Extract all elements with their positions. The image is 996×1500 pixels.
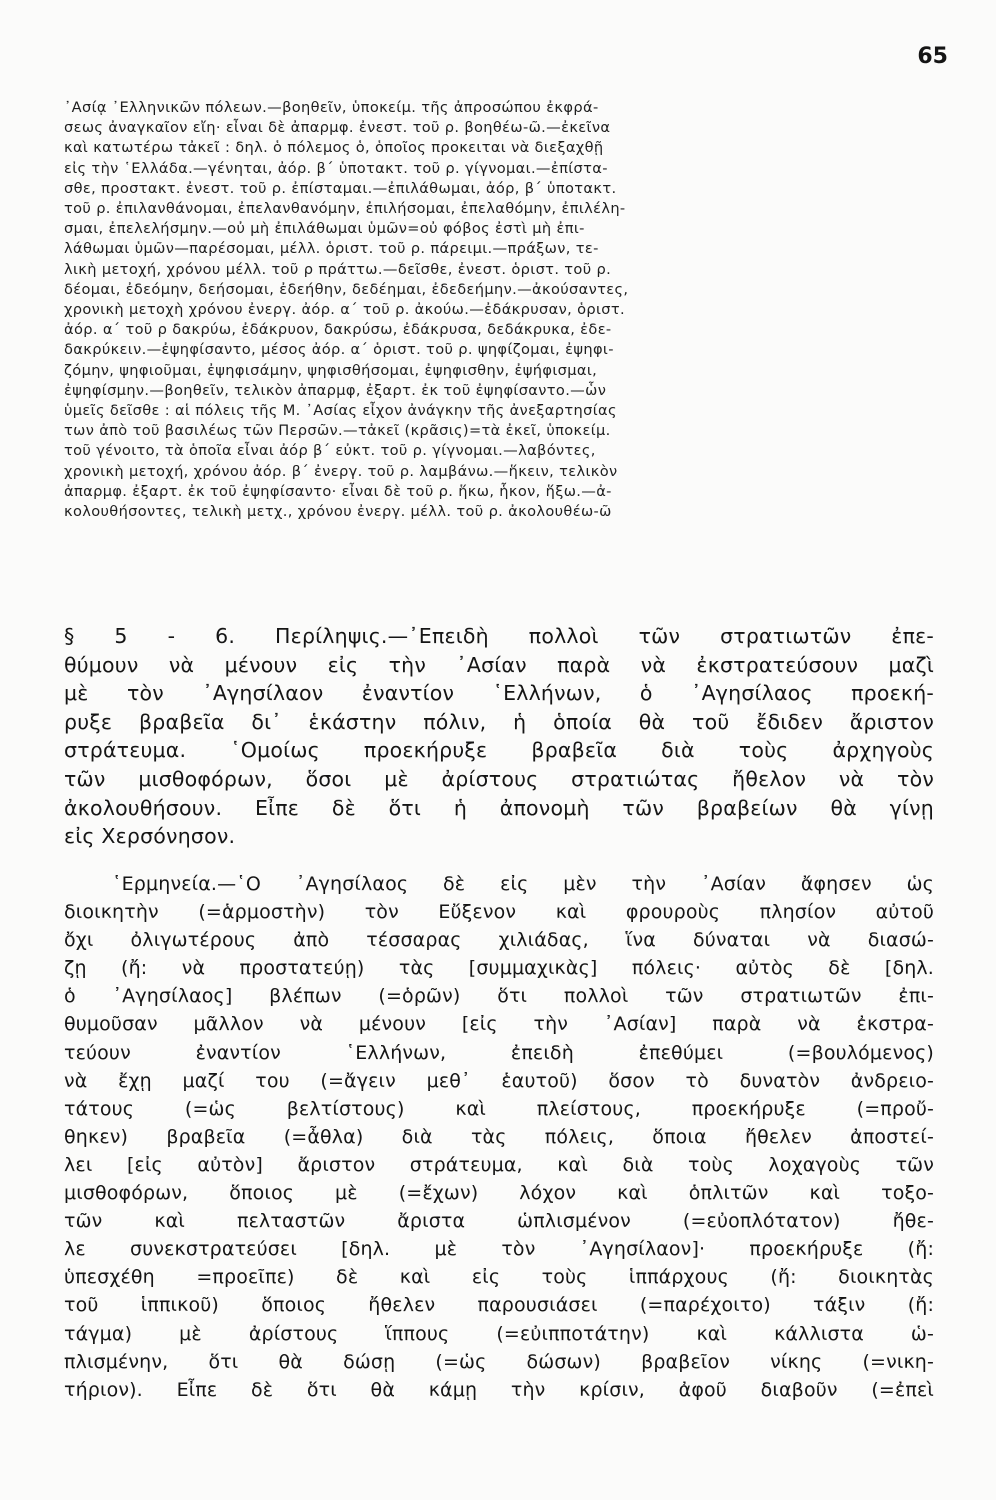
notes-line: ἀπαρμφ. ἐξαρτ. ἐκ τοῦ ἐψηφίσαντο· εἶναι δὲ τοῦ ρ. ἥκω, ἧκον, ἥξω.—ἀ- (64, 482, 612, 500)
summary-line: τῶν μισθοφόρων, ὅσοι μὲ ἀρίστους στρατιώτας ἤθελον νὰ τὸν (64, 766, 934, 791)
interpretation-line: λε συνεκστρατεύσει [δηλ. μὲ τὸν ᾽Αγησίλαον]· προεκήρυξε (ἤ: (64, 1238, 934, 1261)
summary-line: μὲ τὸν ᾽Αγησίλαον ἐναντίον ῾Ελλήνων, ὁ ᾽Αγησίλαος προεκή- (64, 681, 934, 706)
interpretation-line: τάγμα) μὲ ἀρίστους ἵππους (=εὐιπποτάτην) καὶ κάλλιστα ὡ- (64, 1322, 934, 1345)
interpretation-line: τάτους (=ὡς βελτίστους) καὶ πλείστους, προεκήρυξε (=προὔ- (64, 1097, 934, 1120)
interpretation-line: τήριον). Εἶπε δὲ ὅτι θὰ κάμῃ τὴν κρίσιν, ἀφοῦ διαβοῦν (=ἐπεὶ (64, 1378, 934, 1401)
summary-line: ρυξε βραβεῖα δι᾽ ἑκάστην πόλιν, ἡ ὁποία θὰ τοῦ ἔδιδεν ἄριστον (64, 709, 934, 734)
notes-line: καὶ κατωτέρω τἀκεῖ : δηλ. ὁ πόλεμος ὁ, ὁποῖος προκειται νὰ διεξαχθῇ (64, 139, 604, 157)
summary-section (64, 622, 934, 851)
summary-line: εἰς Χερσόνησον. (64, 824, 236, 849)
interpretation-line: θυμοῦσαν μᾶλλον νὰ μένουν [εἰς τὴν ᾽Ασίαν] παρὰ νὰ ἐκστρα- (64, 1013, 934, 1036)
interpretation-line: μισθοφόρων, ὅποιος μὲ (=ἔχων) λόχον καὶ ὁπλιτῶν καὶ τοξο- (64, 1182, 934, 1205)
notes-line: λάθωμαι ὑμῶν—παρέσομαι, μέλλ. ὁριστ. τοῦ ρ. πάρειμι.—πράξων, τε- (64, 240, 599, 258)
interpretation-line: ζῃ (ἤ: νὰ προστατεύῃ) τὰς [συμμαχικὰς] πόλεις· αὐτὸς δὲ [δηλ. (64, 957, 934, 980)
notes-line: δέομαι, ἐδεόμην, δεήσομαι, ἐδεήθην, δεδέημαι, ἐδεδεήμην.—ἀκούσαντες, (64, 280, 629, 298)
interpretation-line: λει [εἰς αὐτὸν] ἄριστον στράτευμα, καὶ διὰ τοὺς λοχαγοὺς τῶν (64, 1153, 934, 1176)
notes-line: σμαι, ἐπελελήσμην.—οὐ μὴ ἐπιλάθωμαι ὑμῶν=οὐ φόβος ἐστὶ μὴ ἐπι- (64, 220, 585, 238)
notes-line: ᾽Ασίᾳ ᾽Ελληνικῶν πόλεων.—βοηθεῖν, ὑποκείμ. τῆς ἀπροσώπου ἐκφρά- (64, 99, 599, 116)
notes-line: χρονικὴ μετοχὴ χρόνου ἐνεργ. ἀόρ. α΄ τοῦ ρ. ἀκούω.—ἐδάκρυσαν, ὁριστ. (64, 301, 625, 319)
notes-line: χρονικὴ μετοχή, χρόνου ἀόρ. β΄ ἐνεργ. τοῦ ρ. λαμβάνω.—ἥκειν, τελικὸν (64, 462, 618, 480)
interpretation-line: ὁ ᾽Αγησίλαος] βλέπων (=ὁρῶν) ὅτι πολλοὶ τῶν στρατιωτῶν ἐπι- (64, 985, 934, 1008)
notes-line: σεως ἀναγκαῖον εἴη· εἶναι δὲ ἀπαρμφ. ἐνεστ. τοῦ ρ. βοηθέω-ῶ.—ἐκεῖνα (64, 119, 611, 137)
interpretation-line: τῶν καὶ πελταστῶν ἄριστα ὡπλισμένον (=εὐοπλότατον) ἤθε- (64, 1210, 934, 1233)
summary-line: § 5 - 6. Περίληψις.—᾽Επειδὴ πολλοὶ τῶν στρατιωτῶν ἐπε- (64, 624, 934, 648)
interpretation-line: πλισμένην, ὅτι θὰ δώσῃ (=ὡς δώσων) βραβεῖον νίκης (=νικη- (64, 1350, 934, 1373)
interpretation-line: τοῦ ἱππικοῦ) ὅποιος ἤθελεν παρουσιάσει (=παρέχοιτο) τάξιν (ἤ: (64, 1294, 934, 1317)
notes-line: εἰς τὴν ῾Ελλάδα.—γένηται, ἀόρ. β΄ ὑποτακτ. τοῦ ρ. γίγνομαι.—ἐπίστα- (64, 159, 608, 177)
notes-line: σθε, προστακτ. ἐνεστ. τοῦ ρ. ἐπίσταμαι.—ἐπιλάθωμαι, ἀόρ, β΄ ὑποτακτ. (64, 179, 617, 197)
summary-line: θύμουν νὰ μένουν εἰς τὴν ᾽Ασίαν παρὰ νὰ ἐκστρατεύσουν μαζὶ (64, 652, 934, 677)
notes-line: ὑμεῖς δεῖσθε : αἱ πόλεις τῆς Μ. ᾽Ασίας εἶχον ἀνάγκην τῆς ἀνεξαρτησίας (64, 402, 617, 420)
interpretation-line: ὑπεσχέθη =προεῖπε) δὲ καὶ εἰς τοὺς ἱππάρχους (ἤ: διοικητὰς (64, 1266, 934, 1289)
interpretation-line: ὄχι ὀλιγωτέρους ἀπὸ τέσσαρας χιλιάδας, ἵνα δύναται νὰ διασώ- (64, 929, 934, 952)
interpretation-line: θηκεν) βραβεῖα (=ἆθλα) διὰ τὰς πόλεις, ὅποια ἤθελεν ἀποστεί- (64, 1125, 934, 1148)
page-number: 65 (917, 44, 948, 69)
interpretation-line: νὰ ἔχῃ μαζί του (=ἄγειν μεθ᾽ ἑαυτοῦ) ὅσον τὸ δυνατὸν ἀνδρειο- (64, 1069, 934, 1092)
notes-line: ἀόρ. α΄ τοῦ ρ δακρύω, ἐδάκρυον, δακρύσω, ἐδάκρυσα, δεδάκρυκα, ἐδε- (64, 321, 612, 339)
interpretation-section (64, 870, 934, 1404)
notes-line: δακρύκειν.—ἐψηφίσαντο, μέσος ἀόρ. α΄ ὁριστ. τοῦ ρ. ψηφίζομαι, ἐψηφι- (64, 341, 614, 359)
interpretation-line: διοικητὴν (=ἁρμοστὴν) τὸν Εὔξενον καὶ φρουροὺς πλησίον αὐτοῦ (64, 901, 934, 924)
notes-line: ζόμην, ψηφιοῦμαι, ἐψηφισάμην, ψηφισθήσομαι, ἐψηφισθην, ἐψήφισμαι, (64, 361, 598, 379)
grammar-notes (64, 98, 932, 522)
notes-line: ἐψηφίσμην.—βοηθεῖν, τελικὸν ἀπαρμφ, ἐξαρτ. ἐκ τοῦ ἐψηφίσαντο.—ὧν (64, 381, 607, 399)
notes-line: λικὴ μετοχή, χρόνου μέλλ. τοῦ ρ πράττω.—δεῖσθε, ἐνεστ. ὁριστ. τοῦ ρ. (64, 260, 612, 278)
notes-line: κολουθήσοντες, τελικὴ μετχ., χρόνου ἐνεργ. μέλλ. τοῦ ρ. ἀκολουθέω-ῶ (64, 503, 612, 521)
interpretation-line: ῾Ερμηνεία.—῾Ο ᾽Αγησίλαος δὲ εἰς μὲν τὴν ᾽Ασίαν ἄφησεν ὡς (112, 873, 934, 895)
notes-line: των ἀπὸ τοῦ βασιλέως τῶν Περσῶν.—τἀκεῖ (κρᾶσις)=τὰ ἐκεῖ, ὑποκείμ. (64, 422, 611, 440)
summary-line: ἀκολουθήσουν. Εἶπε δὲ ὅτι ἡ ἀπονομὴ τῶν βραβείων θὰ γίνῃ (64, 795, 934, 820)
summary-line: στράτευμα. ῾Ομοίως προεκήρυξε βραβεῖα διὰ τοὺς ἀρχηγοὺς (64, 738, 934, 763)
notes-line: τοῦ ρ. ἐπιλανθάνομαι, ἐπελανθανόμην, ἐπιλήσομαι, ἐπελαθόμην, ἐπιλέλη- (64, 200, 626, 218)
notes-line: τοῦ γένοιτο, τὰ ὁποῖα εἶναι ἀόρ β΄ εὐκτ. τοῦ ρ. γίγνομαι.—λαβόντες, (64, 442, 596, 460)
interpretation-line: τεύουν ἐναντίον ῾Ελλήνων, ἐπειδὴ ἐπεθύμει (=βουλόμενος) (64, 1041, 934, 1064)
